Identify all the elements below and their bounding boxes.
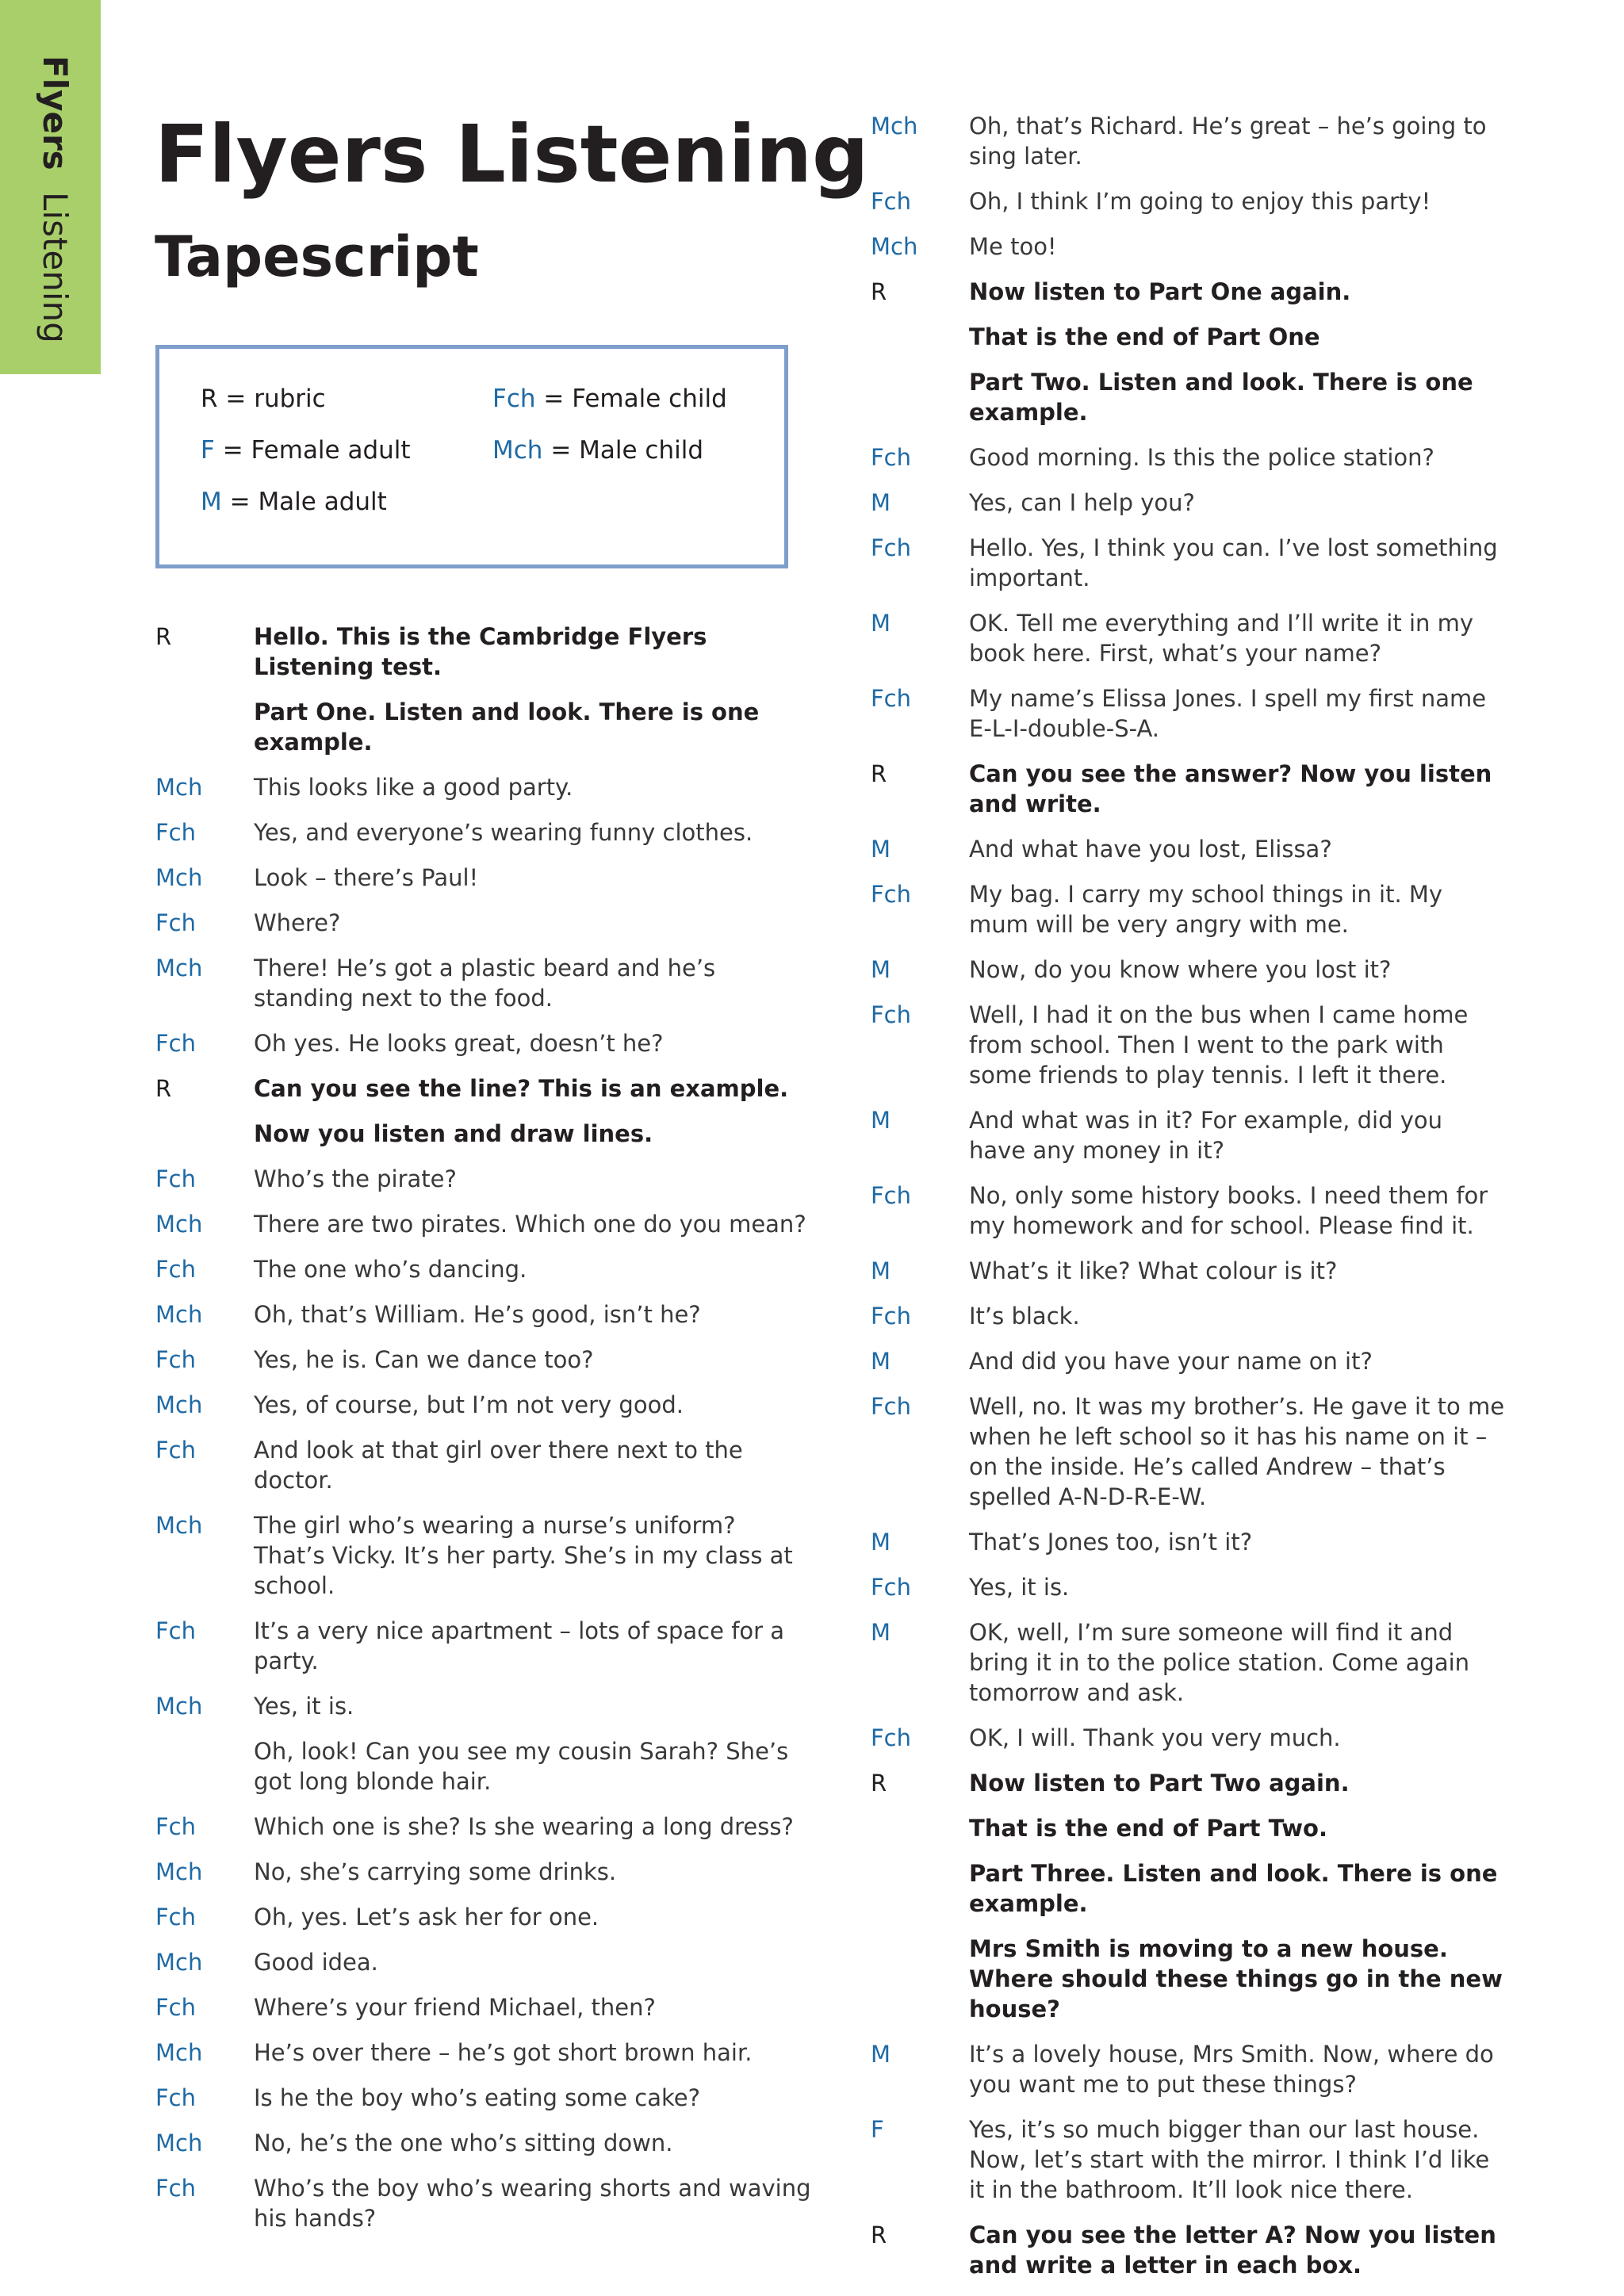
tapescript-line — [155, 1254, 814, 1284]
tapescript-line — [871, 879, 1505, 939]
tapescript-line — [155, 1028, 814, 1058]
speaker-code: Fch — [871, 685, 912, 712]
tapescript-line — [871, 1346, 1505, 1376]
spoken-text: No, he’s the one who’s sitting down. — [254, 2130, 673, 2156]
spoken-text: Can you see the letter A? Now you listen and write a letter in each box. — [969, 2221, 1496, 2279]
spoken-text: Oh yes. He looks great, doesn’t he? — [254, 1030, 664, 1057]
tapescript-line — [155, 1073, 814, 1104]
speaker-code: Mch — [155, 2039, 203, 2066]
tapescript-line — [871, 1723, 1505, 1753]
speaker-code: M — [871, 610, 891, 637]
tapescript-line — [871, 442, 1505, 473]
tapescript-line — [871, 955, 1505, 985]
spoken-text: And what have you lost, Elissa? — [969, 836, 1332, 863]
speaker-code: Fch — [871, 444, 912, 471]
legend-code: Mch — [492, 436, 543, 465]
speaker-code: Fch — [155, 1617, 197, 1644]
legend-code: M — [201, 488, 222, 516]
tapescript-line — [155, 1209, 814, 1239]
spoken-text: Yes, and everyone’s wearing funny clothes. — [254, 819, 753, 846]
speaker-code: Fch — [155, 1165, 197, 1192]
tapescript-line — [871, 1813, 1505, 1843]
tapescript-left-column — [155, 622, 814, 2248]
speaker-code: Mch — [871, 113, 918, 140]
speaker-code: Fch — [871, 881, 912, 908]
spoken-text: Yes, it is. — [254, 1693, 354, 1720]
tapescript-line — [155, 1510, 814, 1601]
spoken-text: Can you see the line? This is an example. — [254, 1075, 789, 1102]
spoken-text: That is the end of Part Two. — [969, 1815, 1327, 1842]
tapescript-line — [871, 186, 1505, 216]
speaker-code: Fch — [871, 1303, 912, 1330]
spoken-text: That’s Jones too, isn’t it? — [969, 1529, 1253, 1556]
spoken-text: Now you listen and draw lines. — [254, 1120, 653, 1147]
speaker-code: Mch — [155, 1301, 203, 1328]
tapescript-line — [871, 1934, 1505, 2024]
section-tab — [0, 0, 101, 374]
speaker-code: M — [871, 489, 891, 516]
speaker-code: Fch — [871, 1393, 912, 1420]
spoken-text: What’s it like? What colour is it? — [969, 1257, 1338, 1284]
tapescript-line — [871, 322, 1505, 352]
speaker-code: Fch — [871, 1182, 912, 1209]
speaker-code: Mch — [155, 1512, 203, 1539]
speaker-code: M — [871, 1619, 891, 1646]
speaker-code: Mch — [155, 2130, 203, 2156]
spoken-text: The girl who’s wearing a nurse’s uniform? That’s Vicky. It’s her party. She’s in my class at school. — [254, 1512, 793, 1599]
tapescript-line — [155, 1435, 814, 1495]
speaker-code: Fch — [871, 534, 912, 561]
speaker-code: Fch — [871, 1574, 912, 1601]
spoken-text: Yes, it’s so much bigger than our last house. Now, let’s start with the mirror. I think I’d like it in the bathroom. It’ll look nice there. — [969, 2116, 1490, 2203]
speaker-code: R — [871, 760, 887, 787]
spoken-text: That is the end of Part One — [969, 323, 1320, 350]
speaker-code: Fch — [155, 819, 197, 846]
tapescript-line — [871, 1527, 1505, 1557]
tapescript-line — [871, 759, 1505, 819]
tapescript-line — [155, 2128, 814, 2158]
spoken-text: Yes, of course, but I’m not very good. — [254, 1391, 684, 1418]
speaker-code: R — [155, 623, 172, 650]
speaker-legend — [155, 345, 788, 568]
tapescript-line — [155, 1390, 814, 1420]
legend-item-male-child — [492, 436, 703, 465]
speaker-code: Fch — [871, 188, 912, 215]
spoken-text: Yes, can I help you? — [969, 489, 1195, 516]
tapescript-line — [871, 683, 1505, 744]
speaker-code: Mch — [155, 1391, 203, 1418]
speaker-code: M — [871, 1257, 891, 1284]
spoken-text: Which one is she? Is she wearing a long dress? — [254, 1813, 794, 1840]
tapescript-line — [155, 908, 814, 938]
tapescript-line — [871, 1617, 1505, 1708]
tapescript-line — [155, 1992, 814, 2022]
tapescript-line — [871, 2114, 1505, 2205]
speaker-code: Fch — [155, 1994, 197, 2021]
spoken-text: Oh, yes. Let’s ask her for one. — [254, 1904, 599, 1931]
spoken-text: This looks like a good party. — [254, 774, 573, 801]
speaker-code: Mch — [871, 233, 918, 260]
speaker-code: M — [871, 2041, 891, 2068]
spoken-text: He’s over there – he’s got short brown hair. — [254, 2039, 753, 2066]
spoken-text: Mrs Smith is moving to a new house. Where should these things go in the new house? — [969, 1935, 1503, 2022]
tapescript-line — [155, 1119, 814, 1149]
spoken-text: Where’s your friend Michael, then? — [254, 1994, 656, 2021]
tapescript-line — [155, 953, 814, 1013]
speaker-code: Fch — [871, 1724, 912, 1751]
spoken-text: There are two pirates. Which one do you mean? — [254, 1211, 806, 1238]
speaker-code: M — [871, 1348, 891, 1375]
spoken-text: It’s a lovely house, Mrs Smith. Now, where do you want me to put these things? — [969, 2041, 1494, 2098]
page-title: Flyers Listening — [155, 108, 869, 201]
speaker-code: M — [871, 956, 891, 983]
spoken-text: My name’s Elissa Jones. I spell my first name E-L-I-double-S-A. — [969, 685, 1487, 742]
speaker-code: R — [871, 2221, 887, 2248]
spoken-text: My bag. I carry my school things in it. My mum will be very angry with me. — [969, 881, 1443, 938]
tapescript-line — [871, 277, 1505, 307]
tapescript-line — [871, 1301, 1505, 1331]
spoken-text: Oh, look! Can you see my cousin Sarah? She’s got long blonde hair. — [254, 1738, 789, 1795]
tapescript-line — [155, 817, 814, 848]
spoken-text: It’s black. — [969, 1303, 1080, 1330]
tapescript-line — [871, 2220, 1505, 2280]
tapescript-line — [871, 1105, 1505, 1165]
tapescript-right-column — [871, 111, 1505, 2295]
tapescript-line — [155, 1857, 814, 1887]
spoken-text: And what was in it? For example, did you have any money in it? — [969, 1107, 1442, 1164]
speaker-code: Mch — [155, 1858, 203, 1885]
tapescript-line — [871, 1768, 1505, 1798]
tapescript-line — [871, 1181, 1505, 1241]
tapescript-line — [871, 1391, 1505, 1512]
tapescript-line — [155, 1812, 814, 1842]
tapescript-line — [871, 834, 1505, 864]
spoken-text: Good morning. Is this the police station? — [969, 444, 1434, 471]
speaker-code: M — [871, 1529, 891, 1556]
speaker-code: R — [871, 278, 887, 305]
legend-label: = Female child — [543, 385, 727, 413]
spoken-text: Now, do you know where you lost it? — [969, 956, 1392, 983]
spoken-text: And look at that girl over there next to the doctor. — [254, 1437, 743, 1494]
speaker-code: Fch — [155, 1346, 197, 1373]
legend-label: = rubric — [225, 385, 326, 413]
spoken-text: Good idea. — [254, 1949, 378, 1976]
spoken-text: Now listen to Part Two again. — [969, 1770, 1350, 1797]
spoken-text: Hello. Yes, I think you can. I’ve lost something important. — [969, 534, 1498, 591]
spoken-text: Oh, I think I’m going to enjoy this party! — [969, 188, 1431, 215]
tapescript-line — [871, 1858, 1505, 1919]
spoken-text: Look – there’s Paul! — [254, 864, 479, 891]
tapescript-line — [155, 1947, 814, 1977]
spoken-text: Is he the boy who’s eating some cake? — [254, 2084, 700, 2111]
spoken-text: Yes, it is. — [969, 1574, 1070, 1601]
tapescript-line — [871, 533, 1505, 593]
spoken-text: It’s a very nice apartment – lots of space for a party. — [254, 1617, 785, 1674]
speaker-code: Fch — [155, 1030, 197, 1057]
speaker-code: Fch — [155, 1904, 197, 1931]
spoken-text: Well, I had it on the bus when I came home from school. Then I went to the park with some friends to play tennis. I left it there. — [969, 1001, 1469, 1089]
spoken-text: Yes, he is. Can we dance too? — [254, 1346, 594, 1373]
speaker-code: Mch — [155, 774, 203, 801]
speaker-code: Fch — [155, 909, 197, 936]
tapescript-line — [155, 1691, 814, 1721]
tapescript-line — [871, 488, 1505, 518]
tapescript-line — [155, 772, 814, 802]
spoken-text: Can you see the answer? Now you listen and write. — [969, 760, 1492, 817]
speaker-code: Fch — [155, 2084, 197, 2111]
speaker-code: Fch — [155, 1813, 197, 1840]
spoken-text: The one who’s dancing. — [254, 1256, 527, 1283]
legend-code: F — [201, 436, 215, 465]
spoken-text: No, she’s carrying some drinks. — [254, 1858, 617, 1885]
tapescript-line — [871, 111, 1505, 171]
spoken-text: Where? — [254, 909, 341, 936]
tapescript-line — [871, 232, 1505, 262]
page-subtitle: Tapescript — [155, 224, 479, 289]
tapescript-line — [155, 2038, 814, 2068]
legend-item-rubric — [201, 385, 326, 414]
legend-code: R — [201, 385, 218, 413]
speaker-code: Mch — [155, 864, 203, 891]
tapescript-line — [155, 863, 814, 893]
legend-label: = Male adult — [229, 488, 387, 516]
spoken-text: Well, no. It was my brother’s. He gave it to me when he left school so it has his name on it – on the inside. He’s called Andrew – that’s spelled A-N-D-R-E-W. — [969, 1393, 1505, 1510]
speaker-code: M — [871, 1107, 891, 1134]
spoken-text: Oh, that’s Richard. He’s great – he’s going to sing later. — [969, 113, 1487, 170]
section-tab-normal: Listening — [36, 192, 75, 343]
spoken-text: Part Two. Listen and look. There is one example. — [969, 369, 1473, 426]
tapescript-line — [155, 1164, 814, 1194]
tapescript-line — [871, 1572, 1505, 1602]
tapescript-line — [871, 608, 1505, 668]
tapescript-line — [155, 1902, 814, 1932]
tapescript-line — [155, 622, 814, 682]
spoken-text: Who’s the boy who’s wearing shorts and waving his hands? — [254, 2175, 811, 2232]
speaker-code: Fch — [871, 1001, 912, 1028]
tapescript-line — [871, 1256, 1505, 1286]
speaker-code: Fch — [155, 1437, 197, 1464]
spoken-text: And did you have your name on it? — [969, 1348, 1373, 1375]
spoken-text: Hello. This is the Cambridge Flyers Listening test. — [254, 623, 707, 680]
spoken-text: There! He’s got a plastic beard and he’s standing next to the food. — [254, 955, 716, 1012]
speaker-code: R — [871, 1770, 887, 1797]
spoken-text: Part One. Listen and look. There is one example. — [254, 698, 760, 756]
tapescript-line — [871, 1000, 1505, 1090]
tapescript-line — [155, 1616, 814, 1676]
speaker-code: Mch — [155, 1211, 203, 1238]
section-tab-label — [36, 55, 75, 343]
spoken-text: OK, I will. Thank you very much. — [969, 1724, 1341, 1751]
speaker-code: Fch — [155, 1256, 197, 1283]
section-tab-bold: Flyers — [36, 55, 75, 170]
speaker-code: Mch — [155, 1949, 203, 1976]
legend-item-female-child — [492, 385, 727, 414]
speaker-code: F — [871, 2116, 884, 2143]
legend-item-male-adult — [201, 488, 387, 517]
tapescript-line — [155, 1736, 814, 1797]
tapescript-line — [871, 2039, 1505, 2099]
tapescript-line — [155, 2083, 814, 2113]
spoken-text: Part Three. Listen and look. There is one example. — [969, 1860, 1498, 1917]
speaker-code: Mch — [155, 955, 203, 982]
spoken-text: Who’s the pirate? — [254, 1165, 457, 1192]
tapescript-line — [155, 697, 814, 757]
spoken-text: Me too! — [969, 233, 1057, 260]
tapescript-line — [155, 2173, 814, 2233]
spoken-text: No, only some history books. I need them for my homework and for school. Please find it. — [969, 1182, 1488, 1239]
speaker-code: R — [155, 1075, 172, 1102]
tapescript-line — [871, 367, 1505, 427]
legend-item-female-adult — [201, 436, 411, 465]
spoken-text: OK. Tell me everything and I’ll write it in my book here. First, what’s your name? — [969, 610, 1474, 667]
legend-label: = Female adult — [222, 436, 411, 465]
tapescript-line — [155, 1299, 814, 1330]
spoken-text: Oh, that’s William. He’s good, isn’t he? — [254, 1301, 701, 1328]
speaker-code: Fch — [155, 2175, 197, 2202]
speaker-code: M — [871, 836, 891, 863]
tapescript-line — [155, 1345, 814, 1375]
legend-code: Fch — [492, 385, 536, 413]
spoken-text: Now listen to Part One again. — [969, 278, 1351, 305]
legend-label: = Male child — [550, 436, 704, 465]
speaker-code: Mch — [155, 1693, 203, 1720]
spoken-text: OK, well, I’m sure someone will find it and bring it in to the police station. Come again tomorrow and ask. — [969, 1619, 1470, 1706]
